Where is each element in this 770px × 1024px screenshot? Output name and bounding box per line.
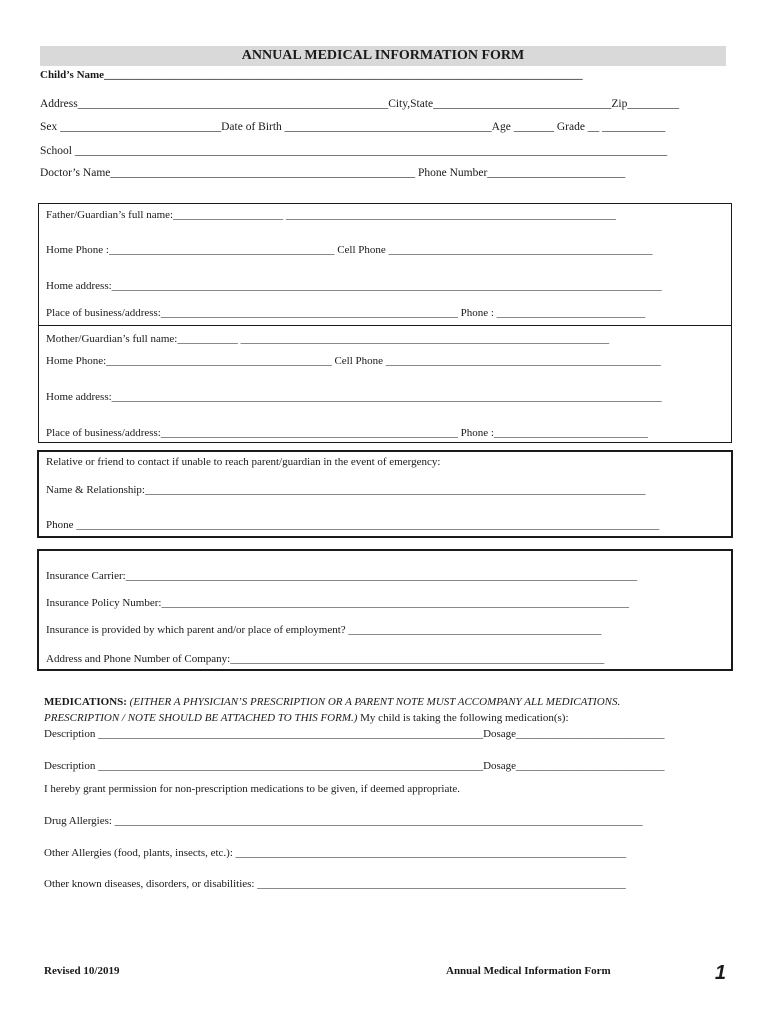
father-phone-field[interactable]: Home Phone :_________________________________________ Cell Phone ________________________________________________ <box>46 244 653 256</box>
medication-description-1[interactable]: Description ______________________________________________________________________Dosage___________________________ <box>44 728 665 740</box>
father-name-field[interactable]: Father/Guardian’s full name:____________________ ____________________________________________________________ <box>46 209 616 221</box>
medications-notice-2: PRESCRIPTION / NOTE SHOULD BE ATTACHED TO THIS FORM.) <box>44 712 358 724</box>
insurance-company-field[interactable]: Address and Phone Number of Company:____________________________________________________________________ <box>46 653 605 665</box>
guardians-box <box>38 203 732 443</box>
diseases-field[interactable]: Other known diseases, disorders, or disabilities: ___________________________________________________________________ <box>44 878 626 890</box>
medications-heading: MEDICATIONS: <box>44 696 127 708</box>
footer-revised: Revised 10/2019 <box>44 965 120 977</box>
mother-name-field[interactable]: Mother/Guardian’s full name:___________ ___________________________________________________________________ <box>46 333 610 345</box>
page-number: 1 <box>714 962 726 984</box>
insurance-provider-field[interactable]: Insurance is provided by which parent and/or place of employment? ______________________________________________ <box>46 624 602 636</box>
father-address-field[interactable]: Home address:____________________________________________________________________________________________________ <box>46 280 662 292</box>
doctor-field[interactable]: Doctor’s Name_____________________________________________________ Phone Number________________________ <box>40 167 626 179</box>
school-field[interactable]: School _______________________________________________________________________________________________________ <box>40 145 668 157</box>
sex-dob-age-grade-field[interactable]: Sex ____________________________Date of Birth ____________________________________Age _______ Grade __ ___________ <box>40 121 666 133</box>
guardians-divider <box>38 325 731 326</box>
address-field[interactable]: Address______________________________________________________City,State_______________________________Zip_________ <box>40 98 680 110</box>
emergency-name-field[interactable]: Name & Relationship:___________________________________________________________________________________________ <box>46 484 646 496</box>
drug-allergies-field[interactable]: Drug Allergies: ________________________________________________________________________________________________ <box>44 815 643 827</box>
mother-phone-field[interactable]: Home Phone:_________________________________________ Cell Phone __________________________________________________ <box>46 355 661 367</box>
mother-business-field[interactable]: Place of business/address:______________________________________________________ Phone :____________________________ <box>46 427 648 439</box>
insurance-policy-field[interactable]: Insurance Policy Number:_____________________________________________________________________________________ <box>46 597 629 609</box>
medications-notice <box>44 695 620 709</box>
mother-address-field[interactable]: Home address:____________________________________________________________________________________________________ <box>46 391 662 403</box>
other-allergies-field[interactable]: Other Allergies (food, plants, insects, etc.): _______________________________________________________________________ <box>44 847 627 859</box>
emergency-heading: Relative or friend to contact if unable to reach parent/guardian in the event of emergency: <box>46 456 441 468</box>
medications-notice-line-2 <box>44 711 569 725</box>
medications-notice-1: (EITHER A PHYSICIAN’S PRESCRIPTION OR A PARENT NOTE MUST ACCOMPANY ALL MEDICATIONS. <box>129 696 621 708</box>
emergency-phone-field[interactable]: Phone __________________________________________________________________________________________________________ <box>46 519 660 531</box>
medications-taking: My child is taking the following medication(s): <box>357 712 569 724</box>
permission-statement: I hereby grant permission for non-prescription medications to be given, if deemed appropriate. <box>44 783 461 795</box>
medication-description-2[interactable]: Description ______________________________________________________________________Dosage___________________________ <box>44 760 665 772</box>
form-title: ANNUAL MEDICAL INFORMATION FORM <box>241 48 525 63</box>
father-business-field[interactable]: Place of business/address:______________________________________________________ Phone : ___________________________ <box>46 307 646 319</box>
child-name-field[interactable]: Child’s Name_______________________________________________________________________________________ <box>40 69 583 81</box>
insurance-carrier-field[interactable]: Insurance Carrier:_____________________________________________________________________________________________ <box>46 570 638 582</box>
footer-form-name: Annual Medical Information Form <box>446 965 611 977</box>
